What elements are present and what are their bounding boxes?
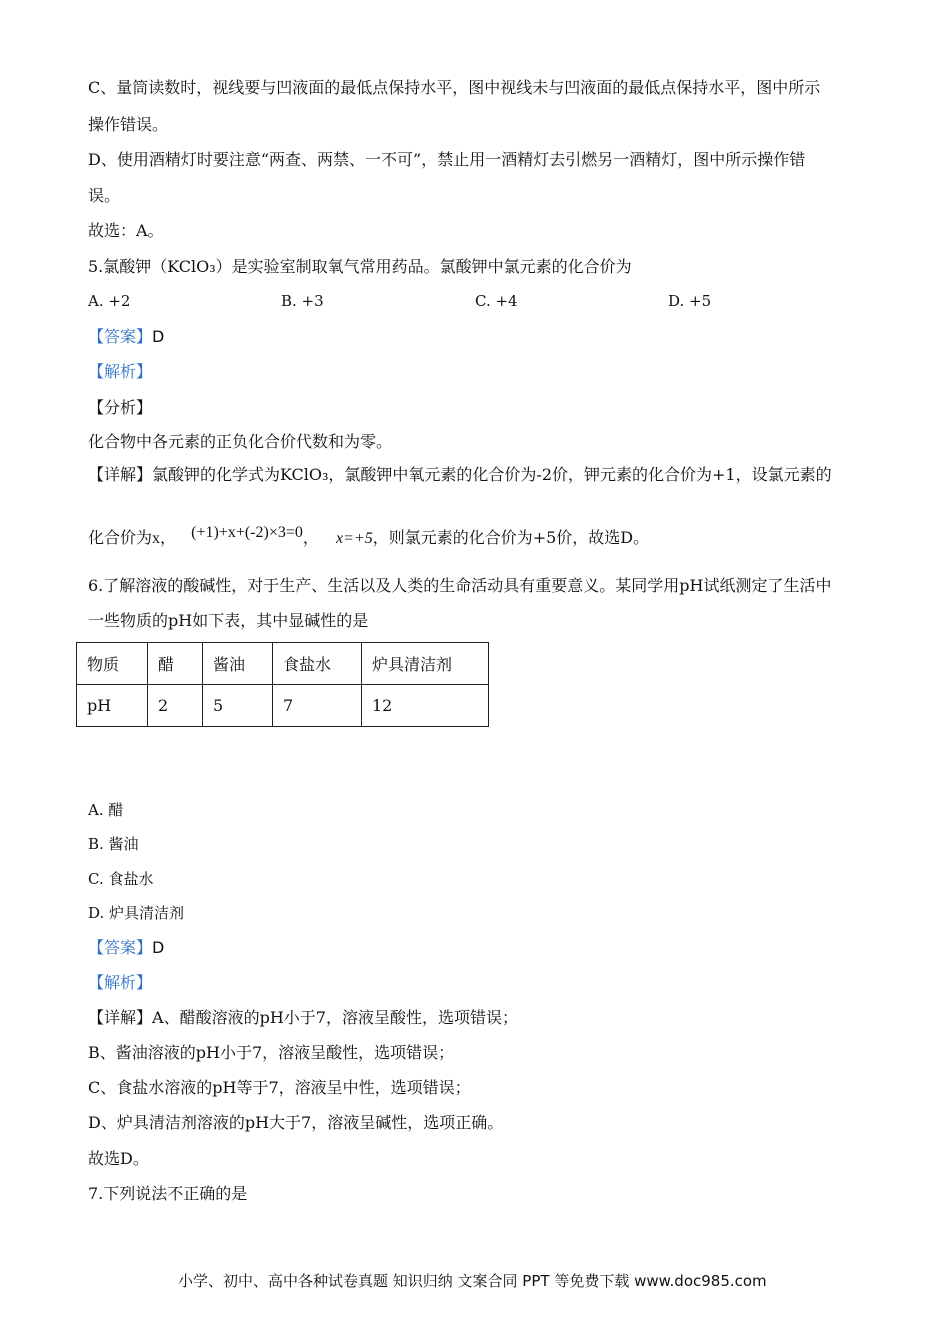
detail-text-a: 化合价为 <box>88 528 153 547</box>
table-cell: 5 <box>203 685 273 727</box>
table-cell: pH <box>77 685 148 727</box>
q6-detail-d: D、炉具清洁剂溶液的pH大于7，溶液呈碱性，选项正确。 <box>88 1113 504 1132</box>
q6-detail-b: B、酱油溶液的pH小于7，溶液呈酸性，选项错误； <box>88 1043 455 1062</box>
q5-option-d: D. +5 <box>668 292 712 310</box>
detail-text-b: ， <box>160 528 177 547</box>
q4-option-c-explanation-line2: 操作错误。 <box>88 115 169 134</box>
q4-option-d-explanation-line2: 误。 <box>88 186 121 205</box>
detail-tag: 【详解】 <box>88 1008 153 1027</box>
q4-option-c-explanation-line1: C、量筒读数时，视线要与凹液面的最低点保持水平，图中视线未与凹液面的最低点保持水平，图中所示 <box>88 78 821 97</box>
table-cell: 醋 <box>148 643 203 685</box>
q6-analysis-tag: 【解析】 <box>88 973 153 992</box>
q6-stem-line2: 一些物质的pH如下表，其中显碱性的是 <box>88 611 369 630</box>
q5-answer-line <box>88 327 164 347</box>
ph-table <box>76 642 489 727</box>
page-footer: 小学、初中、高中各种试卷真题 知识归纳 文案合同 PPT 等免费下载 www.doc985.com <box>178 1272 767 1290</box>
detail-text: A、醋酸溶液的pH小于7，溶液呈酸性，选项错误； <box>152 1008 518 1027</box>
q7-stem: 7.下列说法不正确的是 <box>88 1184 248 1203</box>
table-row <box>77 643 489 685</box>
q6-stem-line1: 6.了解溶液的酸碱性，对于生产、生活以及人类的生命活动具有重要意义。某同学用pH试纸测定了生活中 <box>88 576 832 595</box>
q5-option-a: A. +2 <box>88 292 131 310</box>
table-cell: 2 <box>148 685 203 727</box>
answer-tag: 【答案】 <box>88 327 153 346</box>
result-equation: x=+5 <box>336 530 373 547</box>
q5-fenxi-text: 化合物中各元素的正负化合价代数和为零。 <box>88 432 393 451</box>
detail-tag: 【详解】 <box>88 465 153 484</box>
q5-option-b: B. +3 <box>281 292 324 310</box>
detail-text: 氯酸钾的化学式为KClO₃，氯酸钾中氧元素的化合价为-2价，钾元素的化合价为+1，设氯元素的 <box>152 465 832 484</box>
table-row <box>77 685 489 727</box>
answer-value: D <box>152 938 165 957</box>
q4-answer: 故选：A。 <box>88 221 164 240</box>
q4-option-d-explanation-line1: D、使用酒精灯时要注意“两查、两禁、一不可”，禁止用一酒精灯去引燃另一酒精灯，图中所示操作错 <box>88 150 806 169</box>
answer-tag: 【答案】 <box>88 938 153 957</box>
q5-option-c: C. +4 <box>475 292 518 310</box>
q6-option-c: C. 食盐水 <box>88 870 154 888</box>
q6-option-b: B. 酱油 <box>88 835 139 853</box>
table-cell: 食盐水 <box>273 643 362 685</box>
table-cell: 7 <box>273 685 362 727</box>
q6-detail-a <box>88 1008 518 1028</box>
q6-option-a: A. 醋 <box>88 801 124 819</box>
equation: (+1)+x+(-2)×3=0 <box>191 524 303 541</box>
q6-option-d: D. 炉具清洁剂 <box>88 904 185 922</box>
variable-x: x <box>152 530 161 547</box>
answer-value: D <box>152 327 165 346</box>
detail-text-c: ， <box>302 528 319 547</box>
q5-analysis-tag: 【解析】 <box>88 362 153 381</box>
table-cell: 物质 <box>77 643 148 685</box>
detail-text-d: ，则氯元素的化合价为+5价，故选D。 <box>372 528 650 547</box>
q6-detail-c: C、食盐水溶液的pH等于7，溶液呈中性，选项错误； <box>88 1078 471 1097</box>
q5-fenxi-tag: 【分析】 <box>88 398 153 417</box>
q5-stem: 5.氯酸钾（KClO₃）是实验室制取氧气常用药品。氯酸钾中氯元素的化合价为 <box>88 257 632 276</box>
q5-detail-line1 <box>88 465 832 485</box>
table-cell: 12 <box>362 685 489 727</box>
table-cell: 酱油 <box>203 643 273 685</box>
q6-final: 故选D。 <box>88 1149 149 1168</box>
table-cell: 炉具清洁剂 <box>362 643 489 685</box>
q6-answer-line <box>88 938 164 958</box>
q5-detail-line2 <box>88 524 650 549</box>
